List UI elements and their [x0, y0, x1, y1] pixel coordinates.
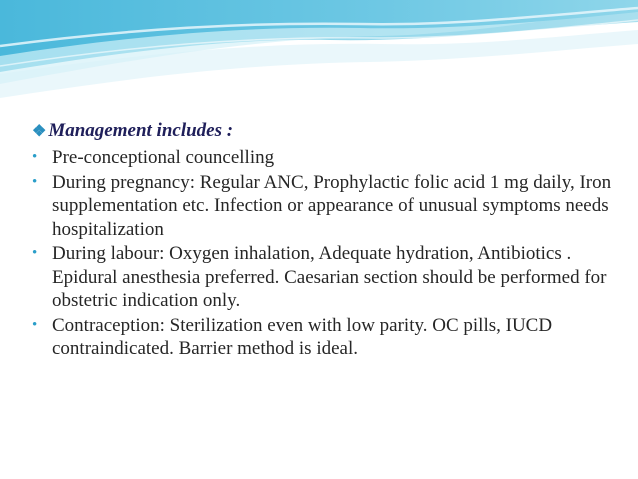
dot-bullet-icon: •	[32, 149, 38, 165]
dot-bullet-icon: •	[32, 316, 38, 333]
list-item-text: During labour: Oxygen inhalation, Adequate hydration, Antibiotics . Epidural anesthesia preferred. Caesarian section should be performed for obstetric indication only.	[52, 243, 607, 311]
wave-header-decoration	[0, 0, 638, 100]
list-item	[32, 314, 622, 361]
management-heading	[32, 119, 622, 144]
list-item	[32, 146, 622, 170]
heading-text: Management includes :	[48, 120, 234, 141]
list-item	[32, 171, 622, 242]
dot-bullet-icon: •	[32, 173, 38, 190]
list-item	[32, 242, 622, 313]
dot-bullet-icon: •	[32, 245, 38, 261]
slide-body	[32, 119, 622, 362]
diamond-bullet-icon: ❖	[32, 123, 47, 140]
list-item-text: Contraception: Sterilization even with low parity. OC pills, IUCD contraindicated. Barrier method is ideal.	[52, 314, 553, 359]
list-item-text: During pregnancy: Regular ANC, Prophylactic folic acid 1 mg daily, Iron supplementation etc. Infection or appearance of unusual symptoms needs hospitalization	[52, 171, 612, 240]
list-item-text: Pre-conceptional councelling	[52, 147, 275, 168]
bullet-list	[32, 146, 622, 361]
